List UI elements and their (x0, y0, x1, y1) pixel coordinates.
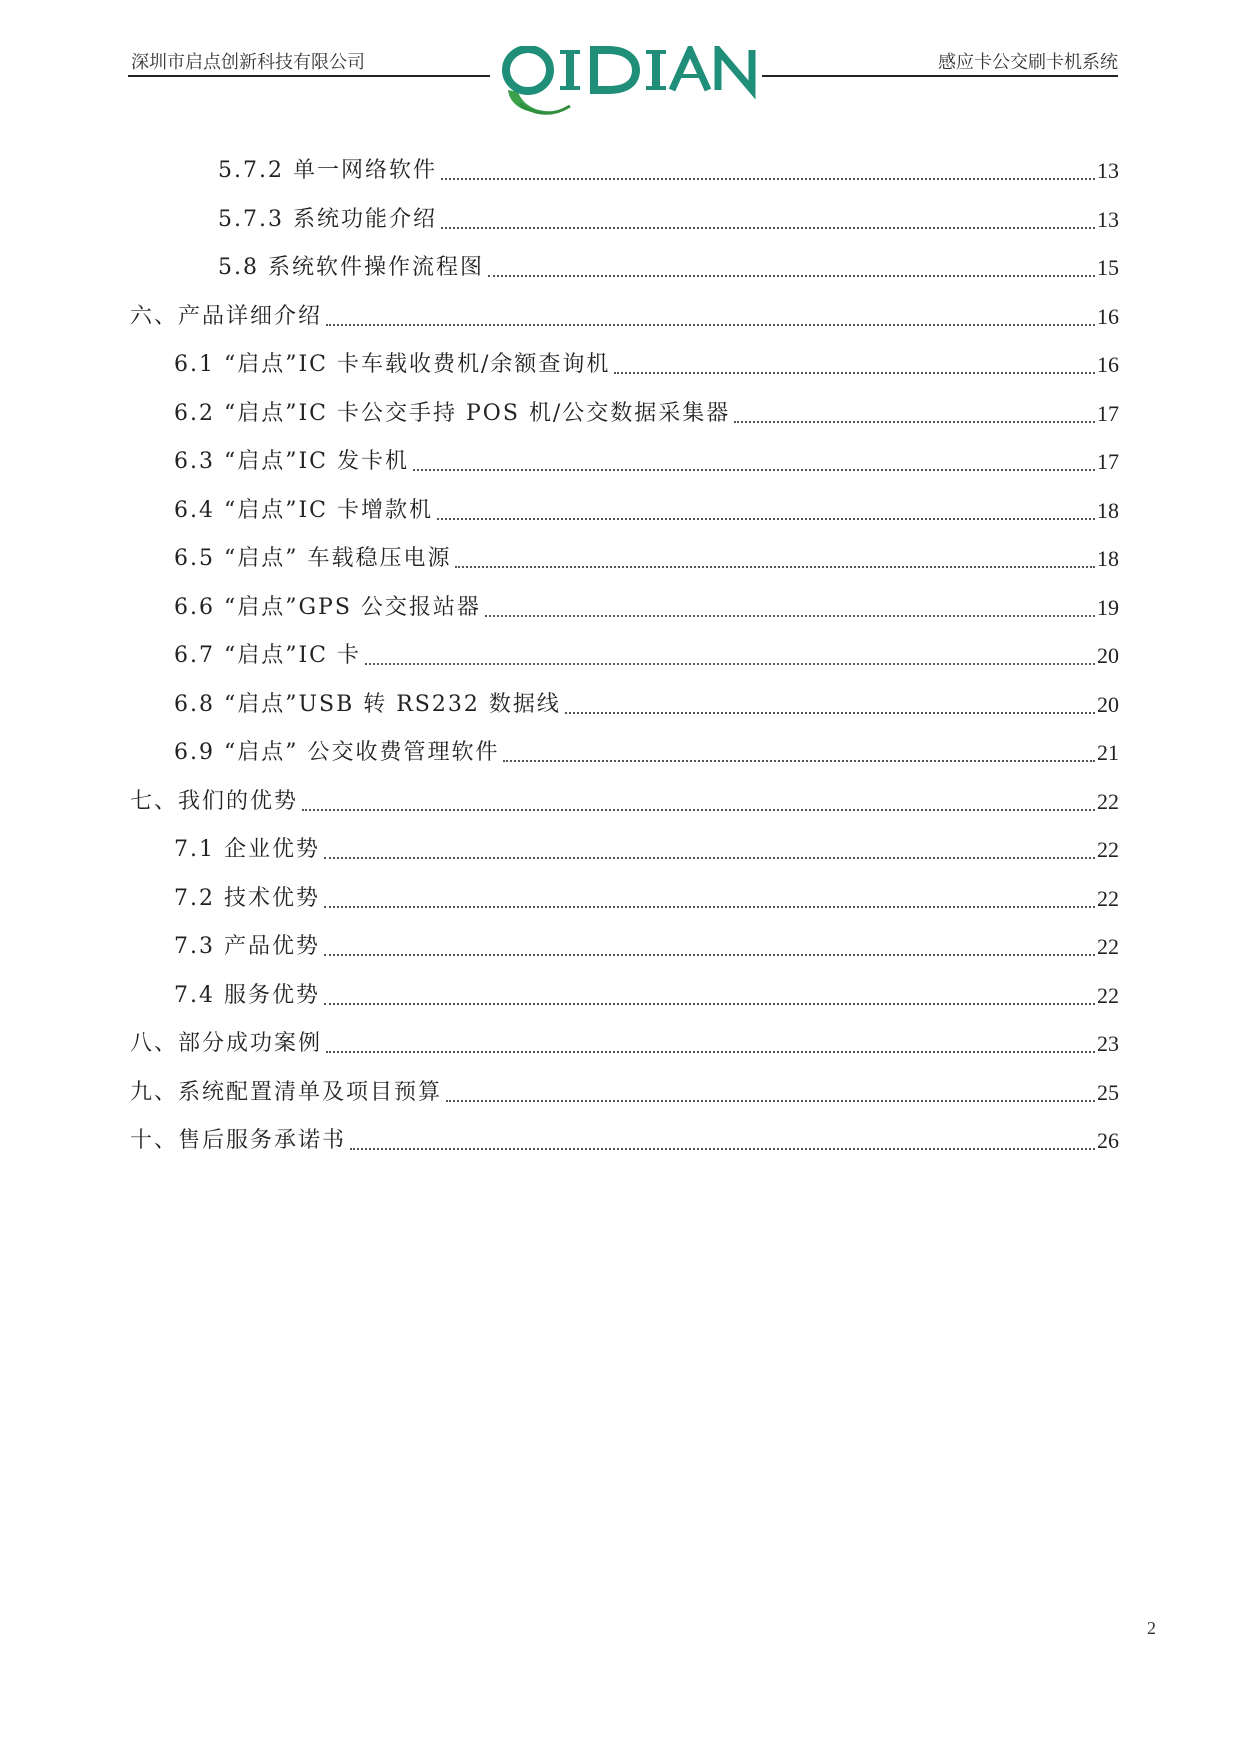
toc-entry-page: 18 (1097, 546, 1119, 571)
toc-entry-title: 7.1 企业优势 (174, 837, 320, 862)
toc-entry-title: 5.7.2 单一网络软件 (218, 158, 437, 183)
toc-entry-page: 13 (1097, 158, 1119, 183)
toc-entry-title: 7.2 技术优势 (174, 886, 320, 911)
page-number: 2 (1147, 1618, 1156, 1638)
toc-dot-leader (326, 324, 1095, 326)
toc-dot-leader (565, 712, 1095, 714)
toc-entry[interactable] (174, 932, 1119, 962)
toc-entry-title: 6.6 “启点”GPS 公交报站器 (174, 595, 481, 620)
toc-entry[interactable] (218, 156, 1119, 186)
toc-entry-page: 22 (1097, 983, 1119, 1008)
toc-entry-title: 5.8 系统软件操作流程图 (218, 255, 484, 280)
toc-entry-page: 22 (1097, 886, 1119, 911)
toc-entry[interactable] (218, 253, 1119, 283)
toc-entry-title: 十、售后服务承诺书 (130, 1128, 347, 1153)
header-rule-left (128, 75, 490, 77)
toc-dot-leader (488, 275, 1095, 277)
toc-dot-leader (365, 663, 1095, 665)
toc-dot-leader (326, 1051, 1095, 1053)
toc-entry-title: 6.9 “启点” 公交收费管理软件 (174, 740, 500, 765)
toc-entry[interactable] (174, 981, 1119, 1011)
toc-dot-leader (324, 857, 1095, 859)
toc-entry-page: 15 (1097, 255, 1119, 280)
toc-dot-leader (324, 1003, 1095, 1005)
toc-entry[interactable] (174, 884, 1119, 914)
toc-entry[interactable] (174, 835, 1119, 865)
toc-entry[interactable] (130, 302, 1119, 332)
toc-dot-leader (413, 469, 1095, 471)
toc-entry[interactable] (174, 690, 1119, 720)
toc-entry-page: 20 (1097, 643, 1119, 668)
toc-dot-leader (441, 227, 1095, 229)
toc-entry[interactable] (174, 496, 1119, 526)
toc-entry-page: 22 (1097, 837, 1119, 862)
toc-dot-leader (734, 421, 1095, 423)
toc-entry-title: 6.3 “启点”IC 发卡机 (174, 449, 409, 474)
toc-entry[interactable] (174, 738, 1119, 768)
toc-entry-page: 18 (1097, 498, 1119, 523)
toc-entry[interactable] (218, 205, 1119, 235)
toc-entry[interactable] (174, 593, 1119, 623)
toc-entry-title: 7.3 产品优势 (174, 934, 320, 959)
header-rule-right (762, 75, 1118, 77)
toc-entry[interactable] (174, 399, 1119, 429)
toc-entry-page: 19 (1097, 595, 1119, 620)
toc-dot-leader (350, 1148, 1095, 1150)
toc-entry-title: 六、产品详细介绍 (130, 304, 323, 329)
toc-dot-leader (302, 809, 1095, 811)
toc-entry-title: 九、系统配置清单及项目预算 (130, 1080, 443, 1105)
qidian-logo-graphic (490, 46, 762, 120)
toc-entry-page: 16 (1097, 352, 1119, 377)
toc-dot-leader (614, 372, 1095, 374)
toc-dot-leader (485, 615, 1095, 617)
toc-entry[interactable] (174, 447, 1119, 477)
toc-entry-title: 5.7.3 系统功能介绍 (218, 207, 437, 232)
toc-entry-title: 七、我们的优势 (130, 789, 299, 814)
toc-entry-title: 6.7 “启点”IC 卡 (174, 643, 361, 668)
toc-entry-page: 21 (1097, 740, 1119, 765)
qidian-logo (490, 46, 762, 120)
header-company: 深圳市启点创新科技有限公司 (131, 52, 365, 73)
toc-entry[interactable] (130, 1029, 1119, 1059)
toc-entry[interactable] (130, 1126, 1119, 1156)
toc-entry-title: 6.8 “启点”USB 转 RS232 数据线 (174, 692, 561, 717)
toc-entry-title: 八、部分成功案例 (130, 1031, 323, 1056)
toc-entry-page: 17 (1097, 449, 1119, 474)
toc-dot-leader (503, 760, 1095, 762)
toc-entry[interactable] (174, 544, 1119, 574)
toc-dot-leader (455, 566, 1095, 568)
toc-entry-page: 26 (1097, 1128, 1119, 1153)
toc-dot-leader (324, 954, 1095, 956)
toc-entry-title: 6.1 “启点”IC 卡车载收费机/余额查询机 (174, 352, 611, 377)
header-product: 感应卡公交刷卡机系统 (938, 52, 1118, 73)
toc-entry-page: 13 (1097, 207, 1119, 232)
toc-entry-title: 6.5 “启点” 车载稳压电源 (174, 546, 452, 571)
toc-dot-leader (441, 178, 1095, 180)
toc-entry-page: 17 (1097, 401, 1119, 426)
toc-entry-page: 23 (1097, 1031, 1119, 1056)
toc-entry[interactable] (130, 787, 1119, 817)
toc-entry-page: 22 (1097, 789, 1119, 814)
toc-entry[interactable] (130, 1078, 1119, 1108)
toc-entry-page: 16 (1097, 304, 1119, 329)
toc-entry-page: 20 (1097, 692, 1119, 717)
toc-entry-page: 25 (1097, 1080, 1119, 1105)
toc-dot-leader (446, 1100, 1095, 1102)
toc-entry-title: 6.4 “启点”IC 卡增款机 (174, 498, 433, 523)
toc-entry-page: 22 (1097, 934, 1119, 959)
toc-entry-title: 6.2 “启点”IC 卡公交手持 POS 机/公交数据采集器 (174, 401, 731, 426)
toc-entry[interactable] (174, 641, 1119, 671)
toc-entry[interactable] (174, 350, 1119, 380)
toc-dot-leader (324, 906, 1095, 908)
toc-entry-title: 7.4 服务优势 (174, 983, 320, 1008)
toc-dot-leader (437, 518, 1095, 520)
